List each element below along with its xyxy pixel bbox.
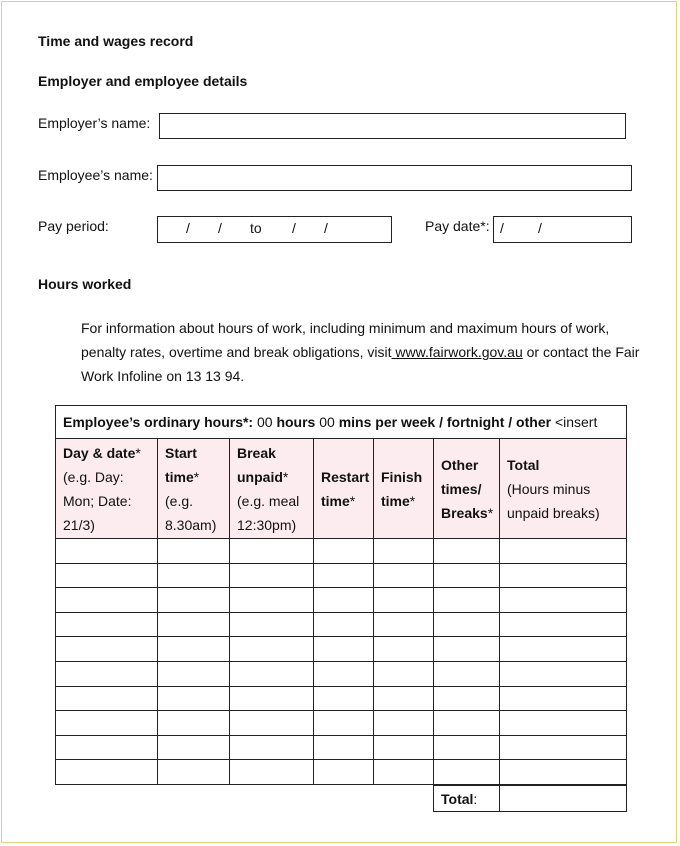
date-separator: / (324, 220, 328, 236)
table-cell[interactable] (434, 735, 500, 760)
table-cell[interactable] (56, 686, 158, 711)
date-separator: / (538, 220, 542, 236)
table-cell[interactable] (434, 711, 500, 736)
table-cell[interactable] (434, 563, 500, 588)
mins-value: 00 (315, 414, 339, 430)
pay-period-field[interactable] (157, 216, 392, 243)
fairwork-info-text (81, 316, 641, 388)
fairwork-link[interactable]: www.fairwork.gov.au (391, 344, 523, 360)
table-cell[interactable] (500, 686, 627, 711)
table-cell[interactable] (314, 711, 374, 736)
table-cell[interactable] (314, 563, 374, 588)
table-cell[interactable] (374, 637, 434, 662)
date-separator: / (186, 220, 190, 236)
insert-hint: <insert (551, 414, 598, 430)
table-cell[interactable] (314, 612, 374, 637)
table-row (56, 637, 627, 662)
hours-unit: hours (276, 414, 316, 430)
table-cell[interactable] (434, 612, 500, 637)
table-cell[interactable] (158, 760, 230, 785)
col-header-total: Total (Hours minus unpaid breaks) (500, 439, 627, 539)
table-row (56, 539, 627, 564)
table-cell[interactable] (374, 612, 434, 637)
table-cell[interactable] (500, 661, 627, 686)
employer-name-field[interactable] (159, 113, 626, 139)
table-cell[interactable] (158, 612, 230, 637)
table-row (56, 711, 627, 736)
table-cell[interactable] (434, 760, 500, 785)
table-cell[interactable] (374, 563, 434, 588)
table-row (56, 686, 627, 711)
table-cell[interactable] (230, 637, 314, 662)
table-cell[interactable] (56, 661, 158, 686)
pay-date-field[interactable] (493, 216, 632, 243)
table-cell[interactable] (158, 661, 230, 686)
table-row (56, 735, 627, 760)
col-header-other-breaks: Other times/ Breaks* (434, 439, 500, 539)
table-cell[interactable] (434, 661, 500, 686)
hours-worked-heading: Hours worked (38, 276, 132, 292)
employer-name-label: Employer’s name: (38, 115, 151, 131)
table-row (56, 661, 627, 686)
table-cell[interactable] (158, 711, 230, 736)
table-cell[interactable] (230, 661, 314, 686)
table-cell[interactable] (158, 563, 230, 588)
table-cell[interactable] (314, 539, 374, 564)
document-title: Time and wages record (38, 33, 194, 49)
table-row (56, 760, 627, 785)
ordinary-hours-label: Employee’s ordinary hours*: (63, 414, 254, 430)
table-cell[interactable] (500, 563, 627, 588)
table-cell[interactable] (230, 612, 314, 637)
table-cell[interactable] (500, 711, 627, 736)
col-header-finish-time: Finish time* (374, 439, 434, 539)
table-cell[interactable] (374, 686, 434, 711)
col-header-start-time: Start time* (e.g. 8.30am) (158, 439, 230, 539)
info-text-end: or contact the Fair Work Infoline on 13 13 94. (81, 344, 640, 384)
table-row (56, 612, 627, 637)
table-cell[interactable] (56, 637, 158, 662)
column-header-row (56, 439, 627, 539)
total-row (433, 785, 627, 812)
table-cell[interactable] (314, 637, 374, 662)
table-cell[interactable] (500, 539, 627, 564)
table-cell[interactable] (56, 735, 158, 760)
table-cell[interactable] (56, 563, 158, 588)
table-row (56, 563, 627, 588)
table-cell[interactable] (314, 735, 374, 760)
col-header-restart-time: Restart time* (314, 439, 374, 539)
table-cell[interactable] (314, 588, 374, 613)
table-cell[interactable] (158, 539, 230, 564)
col-header-day-date: Day & date* (e.g. Day: Mon; Date: 21/3) (56, 439, 158, 539)
employee-name-label: Employee’s name: (38, 167, 153, 183)
info-text: For information about hours of work, including minimum and maximum hours of work, penalty rates, overtime and break obligations, visit (81, 320, 610, 360)
table-cell[interactable] (434, 588, 500, 613)
table-cell[interactable] (158, 588, 230, 613)
table-cell[interactable] (314, 686, 374, 711)
total-value-cell[interactable] (500, 786, 627, 812)
table-cell[interactable] (500, 588, 627, 613)
pay-date-label: Pay date*: (425, 218, 490, 234)
pay-period-label: Pay period: (38, 218, 109, 234)
table-cell[interactable] (500, 760, 627, 785)
table-cell[interactable] (158, 686, 230, 711)
table-cell[interactable] (56, 711, 158, 736)
table-cell[interactable] (500, 612, 627, 637)
total-label: Total (441, 790, 474, 807)
table-cell[interactable] (500, 637, 627, 662)
table-cell[interactable] (56, 760, 158, 785)
table-cell[interactable] (374, 588, 434, 613)
total-colon: : (473, 790, 478, 807)
table-cell[interactable] (56, 539, 158, 564)
table-cell[interactable] (434, 686, 500, 711)
table-cell[interactable] (314, 661, 374, 686)
period-options: mins per week / fortnight / other (338, 414, 552, 430)
table-cell[interactable] (230, 563, 314, 588)
details-heading: Employer and employee details (38, 73, 248, 89)
table-cell[interactable] (158, 735, 230, 760)
table-cell[interactable] (230, 760, 314, 785)
table-row (56, 588, 627, 613)
table-cell[interactable] (500, 735, 627, 760)
table-cell[interactable] (434, 637, 500, 662)
table-cell[interactable] (374, 711, 434, 736)
date-separator: / (292, 220, 296, 236)
table-cell[interactable] (230, 711, 314, 736)
table-cell[interactable] (158, 637, 230, 662)
table-cell[interactable] (230, 539, 314, 564)
total-label-cell (434, 786, 500, 812)
table-cell[interactable] (56, 612, 158, 637)
pay-period-to: to (250, 220, 262, 236)
ordinary-hours-cell[interactable] (56, 406, 627, 439)
employee-name-field[interactable] (157, 165, 632, 191)
table-cell[interactable] (374, 661, 434, 686)
table-cell[interactable] (56, 588, 158, 613)
hours-table (55, 405, 627, 785)
date-separator: / (500, 220, 504, 236)
table-cell[interactable] (230, 686, 314, 711)
table-cell[interactable] (374, 539, 434, 564)
table-cell[interactable] (230, 735, 314, 760)
date-separator: / (218, 220, 222, 236)
table-cell[interactable] (374, 760, 434, 785)
col-header-break-unpaid: Break unpaid* (e.g. meal 12:30pm) (230, 439, 314, 539)
table-cell[interactable] (314, 760, 374, 785)
table-cell[interactable] (230, 588, 314, 613)
hours-value: 00 (253, 414, 277, 430)
table-cell[interactable] (374, 735, 434, 760)
table-cell[interactable] (434, 539, 500, 564)
